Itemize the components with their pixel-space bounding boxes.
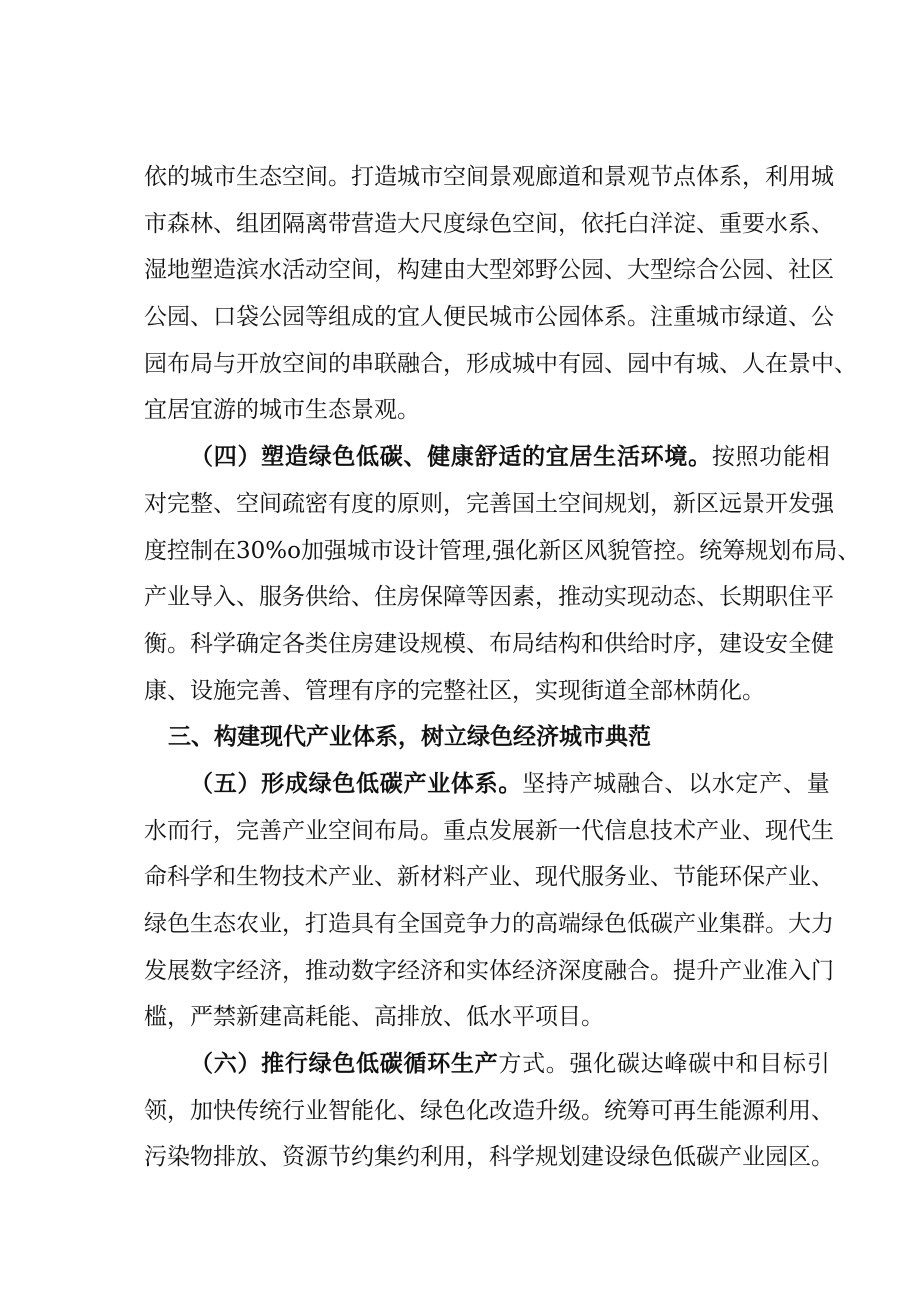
- text-line: 领 ， 加 快 传 统 行 业 智 能 化 、 绿 色 化 改 造 升 级 。 统 筹 可 再 生 能 源 利 用 、: [144, 1097, 834, 1124]
- text-line: （ 五 ） 形 成 绿 色 低 碳 产 业 体 系 。 坚 持 产 城 融 合 、 以 水 定 产 、 量: [190, 769, 830, 797]
- text-line: 绿 色 生 态 农 业 ， 打 造 具 有 全 国 竞 争 力 的 高 端 绿 色 低 碳 产 业 集 群 。 大 力: [144, 911, 834, 937]
- text-line: 产 业 导 入 、 服 务 供 给 、 住 房 保 障 等 因 素 ， 推 动 实 现 动 态 、 长 期 职 住 平: [144, 584, 834, 611]
- text-line: 对 完 整 、 空 间 疏 密 有 度 的 原 则 ， 完 善 国 土 空 间 规 划 ， 新 区 远 景 开 发 强: [144, 490, 834, 517]
- text-run: 康、设施完善、管理有序的完整社区，实现街道全部林荫化。: [144, 677, 765, 704]
- text-line: 污 染 物 排 放 、 资 源 节 约 集 约 利 用 ， 科 学 规 划 建 设 绿 色 低 碳 产 业 园 区 。: [144, 1144, 834, 1171]
- section-heading: [144, 714, 830, 761]
- text-line: 依 的 城 市 生 态 空 间 。 打 造 城 市 空 间 景 观 廊 道 和 景 观 节 点 体 系 ， 利 用 城: [144, 164, 834, 190]
- text-line: （ 四 ） 塑 造 绿 色 低 碳 、 健 康 舒 适 的 宜 居 生 活 环 境 。 按 照 功 能 相: [190, 443, 830, 471]
- document-body: [144, 154, 861, 1181]
- text-line: 命 科 学 和 生 物 技 术 产 业 、 新 材 料 产 业 、 现 代 服 务 业 、 节 能 环 保 产 业 、: [144, 864, 834, 891]
- text-line: [144, 668, 830, 715]
- text-line: 衡 。 科 学 确 定 各 类 住 房 建 设 规 模 、 布 局 结 构 和 供 给 时 序 ， 建 设 安 全 健: [144, 630, 834, 657]
- text-line: 水 而 行 ， 完 善 产 业 空 间 布 局 。 重 点 发 展 新 一 代 信 息 技 术 产 业 、 现 代 生: [144, 817, 834, 844]
- text-run: 宜居宜游的城市生态景观。: [144, 397, 420, 424]
- text-run: 槛，严禁新建高耗能、高排放、低水平项目。: [144, 1004, 604, 1031]
- text-line: [144, 387, 830, 434]
- text-line: 湿 地 塑 造 滨 水 活 动 空 间 ， 构 建 由 大 型 郊 野 公 园 、 大 型 综 合 公 园 、 社 区: [144, 257, 834, 284]
- text-line: [144, 994, 830, 1041]
- text-line: 公 园 、 口 袋 公 园 等 组 成 的 宜 人 便 民 城 市 公 园 体 系 。 注 重 城 市 绿 道 、 公: [144, 304, 834, 331]
- bold-run: 三、构建现代产业体系，树立绿色经济城市典范: [168, 723, 651, 751]
- text-line: 园 布 局 与 开 放 空 间 的 串 联 融 合 ， 形 成 城 中 有 园 、 园 中 有 城 、 人 在 景 中 、: [144, 350, 857, 377]
- text-line: （ 六 ） 推 行 绿 色 低 碳 循 环 生 产 方 式 。 强 化 碳 达 峰 碳 中 和 目 标 引: [190, 1050, 830, 1078]
- text-line: 市 森 林 、 组 团 隔 离 带 营 造 大 尺 度 绿 色 空 间 ， 依 托 白 洋 淀 、 重 要 水 系 、: [144, 210, 834, 237]
- text-line: 发 展 数 字 经 济 ， 推 动 数 字 经 济 和 实 体 经 济 深 度 融 合 。 提 升 产 业 准 入 门: [144, 957, 834, 984]
- text-line: 度 控 制 在 30%o 加 强 城 市 设 计 管 理 , 强 化 新 区 风 貌 管 控 。 统 筹 规 划 布 局 、: [144, 537, 861, 564]
